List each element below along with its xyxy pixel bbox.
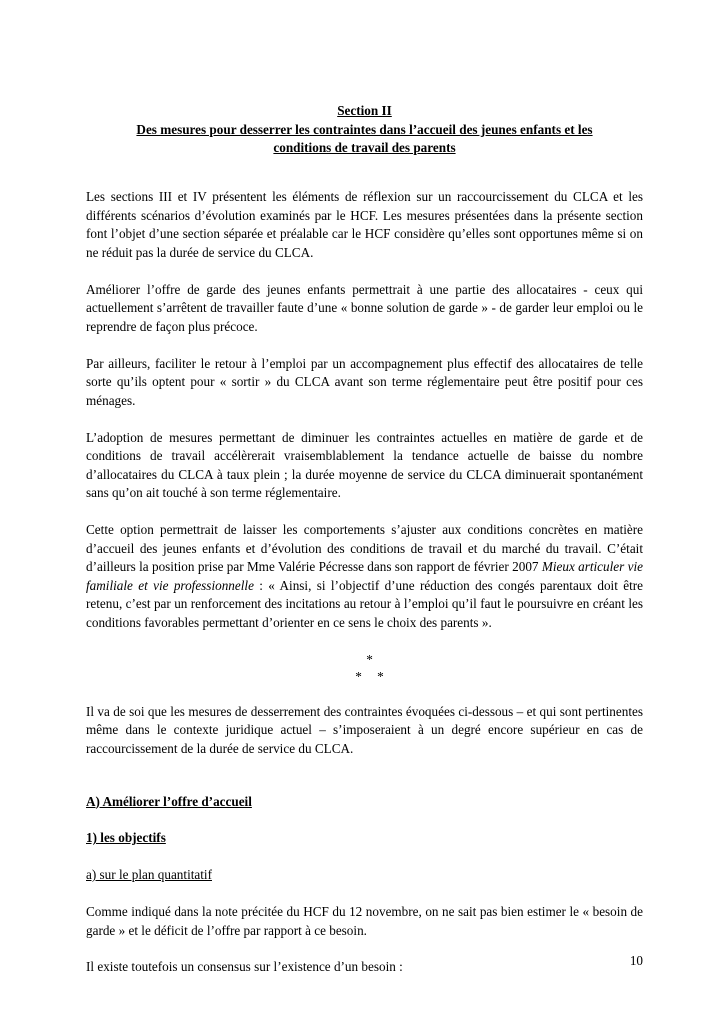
asterism-top: * [366, 651, 373, 667]
paragraph-return-to-work: Par ailleurs, faciliter le retour à l’emploi par un accompagnement plus effectif des allocataires de telle sorte qu’ils optent pour « sortir » du CLCA avant son terme réglementaire peut être positif pour ces ménages. [86, 355, 643, 408]
section-heading [86, 102, 643, 158]
asterism-separator [91, 651, 648, 685]
document-body [86, 188, 643, 995]
section-title-line-2: conditions de travail des parents [273, 140, 456, 156]
section-number: Section II [337, 103, 392, 118]
paragraph-measures-adoption: L’adoption de mesures permettant de diminuer les contraintes actuelles en matière de garde et de conditions de travail accélèrerait vraisemblablement la tendance actuelle de baisse du nombre d’allocataires du CLCA à taux plein ; la durée moyenne de service du CLCA diminuerait spontanément sans qu’on ait touché à son terme réglementaire. [86, 429, 643, 501]
paragraph-intro: Les sections III et IV présentent les éléments de réflexion sur un raccourcissement du CLCA et les différents scénarios d’évolution examinés par le HCF. Les mesures présentées dans la présente section font l’objet d’une section séparée et préalable car le HCF considère qu’elles sont opportunes même si on ne réduit pas la durée de service du CLCA. [86, 189, 643, 260]
paragraph-pecresse-end: : « Ainsi, si l’objectif d’une réduction des congés parentaux doit être retenu, c’est par un renforcement des incitations au retour à l’emploi qu’il faut le poursuivre en créant les conditions favorables permettant d’orienter en ce sens le choix des parents ». [86, 577, 643, 631]
paragraph-relaxation-measures: Il va de soi que les mesures de desserrement des contraintes évoquées ci-dessous – et qui sont pertinentes même dans le contexte juridique actuel – s’imposeraient à un degré encore supérieur en cas de raccourcissement de la durée de service du CLCA. [86, 703, 643, 756]
page-number: 10 [629, 953, 643, 968]
asterism-bottom: * * [355, 668, 384, 684]
report-title: Mieux articuler vie familiale et vie professionnelle [86, 559, 643, 593]
heading-improve-offer: A) Améliorer l’offre d’accueil [86, 793, 252, 809]
paragraph-hcf-note: Comme indiqué dans la note précitée du HCF du 12 novembre, on ne sait pas bien estimer le « besoin de garde » et le déficit de l’offre par rapport à ce besoin. [86, 903, 643, 938]
paragraph-pecresse-start: Cette option permettrait de laisser les comportements s’ajuster aux conditions concrètes en matière d’accueil des jeunes enfants et d’évolution des conditions de travail et du marché du travail. C’était d’ailleurs la position prise par Mme Valérie Pécresse dans son rapport de février 2007 [86, 522, 643, 575]
heading-objectives: 1) les objectifs [86, 830, 166, 846]
section-title-line-1: Des mesures pour desserrer les contraintes dans l’accueil des jeunes enfants et les [136, 121, 593, 137]
paragraph-childcare-offer: Améliorer l’offre de garde des jeunes enfants permettrait à une partie des allocataires - ceux qui actuellement s’arrêtent de travailler faute d’une « bonne solution de garde » - de garder leur emploi ou le reprendre de façon plus précoce. [86, 281, 643, 334]
paragraph-consensus: Il existe toutefois un consensus sur l’existence d’un besoin : [86, 959, 403, 975]
heading-quantitative: a) sur le plan quantitatif [86, 867, 212, 883]
paragraph-pecresse-report [86, 521, 643, 633]
